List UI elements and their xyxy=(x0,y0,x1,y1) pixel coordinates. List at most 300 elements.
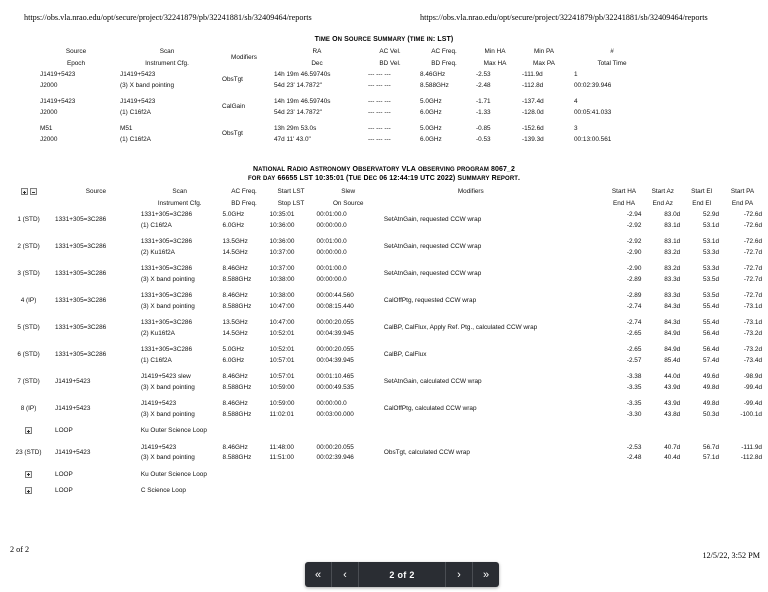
cell-start-ha: -3.35 xyxy=(626,400,642,408)
cell-start-pa: -72.7d xyxy=(743,265,762,273)
cell-total-time: 00:02:39.946 xyxy=(574,81,612,89)
cell-start-el: 56.4d xyxy=(703,346,720,354)
cell-ra: 14h 19m 46.59740s xyxy=(274,71,331,78)
cell-bd-freq: 6.0GHz xyxy=(420,135,442,143)
cell-scan-index: 3 (STD) xyxy=(17,270,40,278)
loop-row[interactable] xyxy=(4,470,764,481)
cell-max-ha: -0.53 xyxy=(476,135,491,143)
cell-end-pa: -72.7d xyxy=(743,275,762,283)
cell-max-pa: -128.0d xyxy=(522,108,544,116)
cell-max-ha: -1.33 xyxy=(476,108,491,116)
loop-expand-cell[interactable] xyxy=(4,470,53,481)
cell-instrument-cfg: (3) X band pointing xyxy=(140,410,195,418)
table-row[interactable] xyxy=(4,291,764,302)
cell-bd-vel: --- --- --- xyxy=(368,108,391,116)
cell-end-pa: -72.6d xyxy=(743,221,762,229)
cell-source: 1331+305=3C286 xyxy=(55,351,107,359)
cell-start-ha: -3.38 xyxy=(626,373,642,381)
table2-head xyxy=(4,187,764,210)
cell-scan-index: 6 (STD) xyxy=(17,351,40,359)
cell-instrument-cfg: (3) X band pointing xyxy=(140,383,195,391)
cell-scan: J1419+5423 xyxy=(120,98,156,105)
cell-end-el: 53.3d xyxy=(703,248,720,256)
cell-on-source: 00:02:39.946 xyxy=(316,454,354,462)
cell-source: LOOP xyxy=(55,487,73,495)
table1-header-row-1 xyxy=(36,47,654,59)
cell-ac-vel: --- --- --- xyxy=(368,125,391,132)
table2-header-row-1 xyxy=(4,187,764,199)
cell-total-time: 00:05:41.033 xyxy=(574,108,612,116)
th-slew: Slew xyxy=(341,188,356,196)
cell-end-el: 56.4d xyxy=(703,329,720,337)
cell-modifiers: CalOffPtg, calculated CCW wrap xyxy=(383,405,477,413)
th-total-time: Total Time xyxy=(597,59,627,67)
th-start-pa: Start PA xyxy=(730,188,755,196)
cell-start-az: 84.3d xyxy=(664,319,681,327)
th-min-pa: Min PA xyxy=(533,48,555,55)
cell-bd-freq: 8.588GHz xyxy=(222,454,252,462)
cell-ac-freq: 8.46GHz xyxy=(222,400,248,408)
th-source: Source xyxy=(65,48,87,55)
cell-end-ha: -2.89 xyxy=(626,275,642,283)
cell-stop-lst: 10:57:01 xyxy=(269,356,295,364)
cell-start-el xyxy=(682,470,721,481)
cell-max-pa: -139.3d xyxy=(522,135,544,143)
th-epoch: Epoch xyxy=(66,59,86,67)
cell-scan: J1419+5423 xyxy=(120,71,156,78)
cell-stop-lst: 10:38:00 xyxy=(269,275,295,283)
cell-end-az: 83.1d xyxy=(664,221,681,229)
cell-modifiers: CalGain xyxy=(222,103,246,111)
cell-end-el: 50.3d xyxy=(703,410,720,418)
summary-report-section xyxy=(0,166,768,497)
cell-ac-freq: 8.46GHz xyxy=(222,373,248,381)
cell-spacer xyxy=(560,399,605,420)
cell-end-pa: -73.1d xyxy=(743,302,762,310)
th-bd-freq: BD Freq. xyxy=(431,59,457,67)
cell-bd-vel: --- --- --- xyxy=(368,81,391,89)
cell-start-el xyxy=(682,486,721,497)
cell-count: 3 xyxy=(574,125,578,132)
cell-stop-lst: 10:37:00 xyxy=(269,248,295,256)
cell-ac-freq: 13.5GHz xyxy=(222,319,248,327)
cell-start-pa: -72.7d xyxy=(743,292,762,300)
cell-scan-index: 5 (STD) xyxy=(17,324,40,332)
first-page-button[interactable]: « xyxy=(305,562,332,587)
loop-expand-cell[interactable] xyxy=(4,486,53,497)
cell-instrument-cfg: (1) C16f2A xyxy=(120,135,151,143)
loop-expand-cell[interactable] xyxy=(4,426,53,437)
cell-end-az: 83.3d xyxy=(664,275,681,283)
cell-source: J1419+5423 xyxy=(55,405,91,413)
cell-end-ha: -2.74 xyxy=(626,302,642,310)
cell-max-pa: -112.8d xyxy=(522,81,544,89)
table-row[interactable] xyxy=(4,318,764,329)
cell-spacer xyxy=(560,318,605,339)
cell-start-el: 56.7d xyxy=(703,443,720,451)
table1-header-row-2 xyxy=(36,59,654,71)
cell-start-az: 83.2d xyxy=(664,265,681,273)
cell-end-el: 55.4d xyxy=(703,302,720,310)
th-end-ha: End HA xyxy=(612,199,636,207)
cell-instrument-cfg: (1) C16f2A xyxy=(120,108,151,116)
cell-ac-freq: 5.0GHz xyxy=(420,98,442,105)
cell-spacer xyxy=(560,264,605,285)
cell-start-lst: 10:57:01 xyxy=(269,373,295,381)
table-row[interactable] xyxy=(4,372,764,383)
cell-on-source: 00:04:39.945 xyxy=(316,356,354,364)
cell-scan: 1331+305=3C286 xyxy=(140,211,193,219)
cell-modifiers: SetAtnGain, calculated CCW wrap xyxy=(383,378,482,386)
th-scan: Scan xyxy=(159,48,175,55)
th-bd-vel: BD Vel. xyxy=(379,59,401,67)
cell-bd-freq: 8.588GHz xyxy=(222,383,252,391)
cell-instrument-cfg: (3) X band pointing xyxy=(140,275,195,283)
th-start-el: Start El xyxy=(691,188,713,196)
th-ra: RA xyxy=(312,48,322,55)
cell-on-source: 00:00:00.0 xyxy=(316,221,347,229)
cell-bd-vel: --- --- --- xyxy=(368,135,391,143)
cell-bd-freq: 14.5GHz xyxy=(222,329,248,337)
cell-slew: 00:00:20.055 xyxy=(316,346,354,354)
cell-source: 1331+305=3C286 xyxy=(55,297,107,305)
cell-end-pa: -99.4d xyxy=(743,383,762,391)
th-end-pa: End PA xyxy=(731,199,754,207)
th-stop-lst: Stop LST xyxy=(277,199,305,207)
cell-on-source: 00:03:00.000 xyxy=(316,410,354,418)
cell-start-el: 52.9d xyxy=(703,211,720,219)
summary-report-title xyxy=(0,166,768,183)
cell-modifiers: SetAtnGain, requested CCW wrap xyxy=(383,216,482,224)
summary-report-title-line1: NATIONAL RADIO ASTRONOMY OBSERVATORY VLA OBSERVING PROGRAM 8067_2 xyxy=(252,166,515,173)
pagination-toolbar[interactable] xyxy=(305,562,499,587)
cell-source: LOOP xyxy=(55,470,73,478)
th-source: Source xyxy=(85,188,107,196)
th-count: # xyxy=(610,48,614,55)
cell-start-el: 53.1d xyxy=(703,238,720,246)
cell-total-time: 00:13:00.561 xyxy=(574,135,612,143)
cell-instrument-cfg: (1) C16f2A xyxy=(140,221,172,229)
table-row[interactable] xyxy=(4,210,764,221)
last-page-button[interactable]: » xyxy=(482,568,490,581)
cell-spacer xyxy=(560,372,605,393)
cell-start-pa: -73.1d xyxy=(743,319,762,327)
cell-end-el: 57.1d xyxy=(703,454,720,462)
cell-modifiers: ObsTgt, calculated CCW wrap xyxy=(383,448,470,456)
time-on-source-summary-section xyxy=(0,36,768,145)
cell-bd-freq: 8.588GHz xyxy=(222,410,252,418)
cell-start-pa xyxy=(721,426,764,437)
cell-stop-lst: 10:47:00 xyxy=(269,302,295,310)
table-row[interactable] xyxy=(4,264,764,275)
cell-stop-lst: 11:51:00 xyxy=(269,454,294,462)
cell-stop-lst: 10:36:00 xyxy=(269,221,295,229)
cell-modifiers: ObsTgt xyxy=(222,76,243,84)
cell-start-lst: 11:48:00 xyxy=(269,443,294,451)
cell-start-lst: 10:59:00 xyxy=(269,400,295,408)
cell-loop-name: Ku Outer Science Loop xyxy=(140,470,207,478)
table-row[interactable] xyxy=(4,345,764,356)
cell-bd-freq: 8.588GHz xyxy=(222,275,252,283)
cell-source: 1331+305=3C286 xyxy=(55,324,107,332)
th-max-pa: Max PA xyxy=(533,59,555,67)
expand-collapse-controls[interactable] xyxy=(4,187,53,199)
cell-end-el: 57.4d xyxy=(703,356,720,364)
cell-slew: 00:00:20.055 xyxy=(316,443,354,451)
cell-max-ha: -2.48 xyxy=(476,81,491,89)
loop-row[interactable] xyxy=(4,486,764,497)
cell-start-lst: 10:35:01 xyxy=(269,211,295,219)
th-on-source: On Source xyxy=(332,199,364,207)
table2-body xyxy=(4,210,764,497)
table-row[interactable] xyxy=(4,443,764,454)
th-spacer-2 xyxy=(560,199,605,211)
cell-start-pa: -98.9d xyxy=(743,373,762,381)
cell-start-ha: -2.94 xyxy=(626,211,642,219)
cell-spacer xyxy=(560,345,605,366)
cell-count: 1 xyxy=(574,71,578,78)
cell-instrument-cfg: (2) Ku16f2A xyxy=(140,248,175,256)
cell-scan: 1331+305=3C286 xyxy=(140,238,193,246)
cell-modifiers: SetAtnGain, requested CCW wrap xyxy=(383,270,482,278)
cell-start-az: 84.9d xyxy=(664,346,681,354)
cell-slew: 00:00:44.560 xyxy=(316,292,354,300)
cell-scan: 1331+305=3C286 xyxy=(140,292,193,300)
cell-scan-index: 2 (STD) xyxy=(17,243,40,251)
cell-source: J1419+5423 xyxy=(55,378,91,386)
expand-icon[interactable] xyxy=(25,427,32,434)
cell-source: J1419+5423 xyxy=(55,448,91,456)
th-spacer xyxy=(560,187,605,199)
cell-start-pa: -99.4d xyxy=(743,400,762,408)
cell-end-az: 40.4d xyxy=(664,454,681,462)
table-row[interactable] xyxy=(4,237,764,248)
cell-bd-freq: 8.588GHz xyxy=(420,81,449,89)
cell-source: LOOP xyxy=(55,427,73,435)
cell-slew: 00:00:00.0 xyxy=(316,400,347,408)
cell-on-source: 00:08:15.440 xyxy=(316,302,354,310)
cell-start-az: 44.0d xyxy=(664,373,681,381)
th-ac-vel: AC Vel. xyxy=(379,48,401,55)
cell-count: 4 xyxy=(574,98,578,105)
th-ac-freq: AC Freq. xyxy=(231,188,257,196)
cell-end-el: 49.8d xyxy=(703,383,720,391)
table-row xyxy=(36,81,654,92)
cell-end-ha: -2.57 xyxy=(626,356,642,364)
expand-icon[interactable] xyxy=(25,487,32,494)
cell-scan: J1419+5423 xyxy=(140,443,177,451)
expand-icon[interactable] xyxy=(25,471,32,478)
th-max-ha: Max HA xyxy=(483,59,507,67)
th-index-spacer xyxy=(4,199,53,211)
cell-bd-freq: 14.5GHz xyxy=(222,248,248,256)
cell-ac-freq: 13.5GHz xyxy=(222,238,248,246)
cell-scan-index: 1 (STD) xyxy=(17,216,40,224)
cell-min-ha: -2.53 xyxy=(476,71,491,78)
table-row xyxy=(36,70,654,81)
cell-start-lst: 10:52:01 xyxy=(269,346,295,354)
cell-start-ha: -2.89 xyxy=(626,292,642,300)
cell-scan: 1331+305=3C286 xyxy=(140,346,193,354)
cell-start-az: 43.9d xyxy=(664,400,681,408)
cell-on-source: 00:00:49.535 xyxy=(316,383,354,391)
cell-min-pa: -137.4d xyxy=(522,98,544,105)
cell-ac-freq: 8.46GHz xyxy=(222,292,248,300)
cell-end-el: 53.1d xyxy=(703,221,720,229)
cell-scan: M51 xyxy=(120,125,133,132)
footer-page-number: 2 of 2 xyxy=(10,545,30,554)
table1-body xyxy=(36,70,654,145)
cell-start-ha xyxy=(605,426,644,437)
cell-start-pa xyxy=(721,486,764,497)
cell-loop-name: Ku Outer Science Loop xyxy=(140,427,207,435)
expand-all-icon[interactable] xyxy=(21,188,28,195)
th-ac-freq: AC Freq. xyxy=(431,48,457,55)
cell-stop-lst: 10:59:00 xyxy=(269,383,295,391)
cell-ac-freq: 8.46GHz xyxy=(420,71,446,78)
table1-head xyxy=(36,47,654,70)
cell-scan-index: 8 (IP) xyxy=(20,405,37,413)
cell-end-ha: -2.92 xyxy=(626,221,642,229)
summary-report-table xyxy=(4,187,764,497)
cell-start-az xyxy=(643,486,682,497)
cell-source: J1419+5423 xyxy=(40,98,76,105)
cell-on-source: 00:00:00.0 xyxy=(316,248,347,256)
th-modifiers: Modifiers xyxy=(231,53,257,61)
cell-scan: 1331+305=3C286 xyxy=(140,265,193,273)
cell-epoch: J2000 xyxy=(40,108,58,116)
table-row xyxy=(36,124,654,135)
cell-start-az xyxy=(643,470,682,481)
cell-loop-name: C Science Loop xyxy=(140,487,186,495)
cell-end-ha: -2.48 xyxy=(626,454,642,462)
next-page-button[interactable]: › xyxy=(446,562,473,587)
page-indicator: 2 of 2 xyxy=(359,562,446,587)
cell-ra: 13h 29m 53.0s xyxy=(274,125,317,132)
cell-on-source: 00:00:00.0 xyxy=(316,275,347,283)
cell-spacer xyxy=(560,237,605,258)
cell-start-lst: 10:37:00 xyxy=(269,265,295,273)
url-header-row xyxy=(0,13,768,27)
cell-instrument-cfg: (3) X band pointing xyxy=(140,302,195,310)
th-start-ha: Start HA xyxy=(611,188,637,196)
cell-end-pa: -112.8d xyxy=(740,454,762,462)
th-start-az: Start Az xyxy=(651,188,674,196)
cell-end-az: 85.4d xyxy=(664,356,681,364)
cell-spacer xyxy=(560,470,605,481)
th-min-ha: Min HA xyxy=(484,48,506,55)
cell-source: 1331+305=3C286 xyxy=(55,243,107,251)
cell-start-pa xyxy=(721,470,764,481)
cell-modifiers: SetAtnGain, requested CCW wrap xyxy=(383,243,482,251)
cell-start-az xyxy=(643,426,682,437)
cell-bd-freq: 6.0GHz xyxy=(222,356,245,364)
cell-scan-index: 7 (STD) xyxy=(17,378,40,386)
cell-start-az: 83.0d xyxy=(664,211,681,219)
cell-scan-index: 23 (STD) xyxy=(15,448,42,456)
footer-timestamp: 12/5/22, 3:52 PM xyxy=(702,551,760,560)
cell-start-ha xyxy=(605,470,644,481)
cell-slew: 00:01:00.0 xyxy=(316,265,347,273)
cell-min-ha: -1.71 xyxy=(476,98,491,105)
cell-end-ha: -3.30 xyxy=(626,410,642,418)
cell-ac-freq: 8.46GHz xyxy=(222,265,248,273)
cell-modifiers: CalBP, CalFlux, Apply Ref. Ptg., calculated CCW wrap xyxy=(383,324,538,332)
cell-start-el: 49.8d xyxy=(703,400,720,408)
previous-page-button[interactable]: ‹ xyxy=(332,562,359,587)
th-end-az: End Az xyxy=(652,199,673,207)
table-row xyxy=(36,108,654,119)
table-row[interactable] xyxy=(4,399,764,410)
cell-end-pa: -100.1d xyxy=(740,410,762,418)
th-instrument-cfg: Instrument Cfg. xyxy=(145,59,189,67)
url-left: https://obs.vla.nrao.edu/opt/secure/project/32241879/pb/32241881/sb/32409464/reports xyxy=(24,13,312,22)
cell-instrument-cfg: (3) X band pointing xyxy=(140,454,195,462)
cell-start-lst: 10:38:00 xyxy=(269,292,295,300)
cell-ra: 14h 19m 46.59740s xyxy=(274,98,331,105)
cell-instrument-cfg: (3) X band pointing xyxy=(120,81,175,89)
cell-start-ha: -2.90 xyxy=(626,265,642,273)
th-bd-freq: BD Freq. xyxy=(231,199,257,207)
cell-start-lst: 10:47:00 xyxy=(269,319,295,327)
cell-start-ha: -2.74 xyxy=(626,319,642,327)
cell-epoch: J2000 xyxy=(40,135,58,143)
cell-instrument-cfg: (1) C16f2A xyxy=(140,356,172,364)
cell-bd-freq: 6.0GHz xyxy=(222,221,245,229)
cell-slew: 00:01:00.0 xyxy=(316,238,347,246)
cell-spacer xyxy=(560,443,605,464)
cell-end-el: 53.5d xyxy=(703,275,720,283)
cell-ac-freq: 5.0GHz xyxy=(420,125,442,132)
cell-scan: J1419+5423 xyxy=(140,400,177,408)
cell-ac-freq: 5.0GHz xyxy=(222,346,245,354)
cell-start-ha: -2.92 xyxy=(626,238,642,246)
cell-modifiers xyxy=(382,486,560,497)
collapse-all-icon[interactable] xyxy=(30,188,37,195)
cell-start-ha: -2.65 xyxy=(626,346,642,354)
cell-start-pa: -111.9d xyxy=(741,443,762,451)
cell-start-el: 53.3d xyxy=(703,265,720,273)
cell-start-az: 83.1d xyxy=(664,238,681,246)
cell-stop-lst: 11:02:01 xyxy=(269,410,294,418)
cell-start-el: 49.6d xyxy=(703,373,720,381)
th-dec: Dec xyxy=(311,59,323,67)
table-row xyxy=(36,135,654,146)
cell-end-ha: -3.35 xyxy=(626,383,642,391)
cell-source: M51 xyxy=(40,125,53,132)
cell-spacer xyxy=(560,486,605,497)
cell-end-ha: -2.65 xyxy=(626,329,642,337)
cell-start-pa: -72.6d xyxy=(743,211,762,219)
cell-spacer xyxy=(560,291,605,312)
cell-end-az: 84.9d xyxy=(664,329,681,337)
cell-end-pa: -73.4d xyxy=(743,356,762,364)
url-right: https://obs.vla.nrao.edu/opt/secure/project/32241879/pb/32241881/sb/32409464/reports xyxy=(420,13,708,22)
th-modifiers: Modifiers xyxy=(457,188,484,196)
th-instrument-cfg: Instrument Cfg. xyxy=(157,199,202,207)
cell-source: J1419+5423 xyxy=(40,71,76,78)
cell-start-az: 40.7d xyxy=(664,443,681,451)
cell-on-source: 00:04:39.945 xyxy=(316,329,354,337)
cell-modifiers: CalBP, CalFlux xyxy=(383,351,427,359)
cell-modifiers xyxy=(382,470,560,481)
cell-dec: 54d 23' 14.7872" xyxy=(274,108,322,116)
cell-start-ha: -2.53 xyxy=(626,443,642,451)
cell-modifiers: CalOffPtg, requested CCW wrap xyxy=(383,297,477,305)
cell-ac-vel: --- --- --- xyxy=(368,98,391,105)
loop-row[interactable] xyxy=(4,426,764,437)
time-on-source-summary-title: TIME ON SOURCE SUMMARY (TIME IN: LST) xyxy=(314,36,454,43)
